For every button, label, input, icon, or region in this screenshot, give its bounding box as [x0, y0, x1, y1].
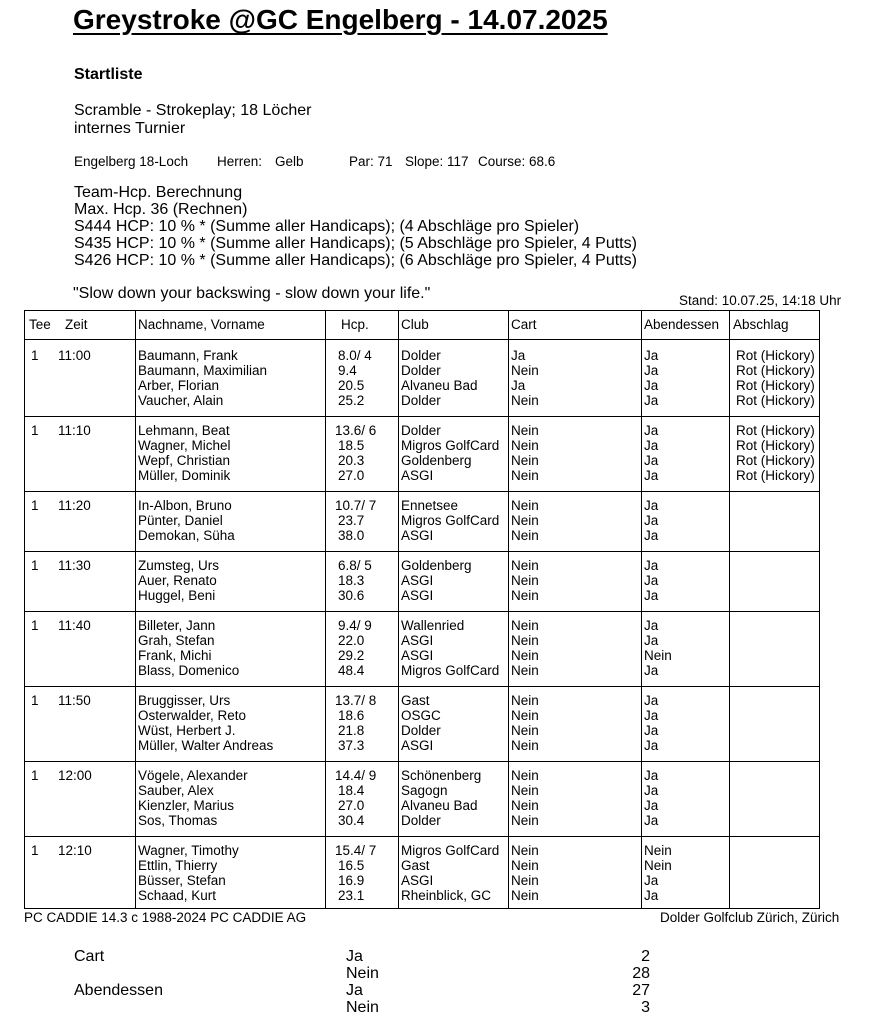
- player-cart: Nein: [511, 738, 539, 753]
- format-line-2: internes Turnier: [74, 120, 186, 137]
- player-name: Bruggisser, Urs: [138, 693, 231, 708]
- player-abschlag: Rot (Hickory): [736, 423, 815, 438]
- player-cart: Nein: [511, 573, 539, 588]
- player-cart: Nein: [511, 423, 539, 438]
- player-club: Alvaneu Bad: [401, 798, 478, 813]
- page-title: Greystroke @GC Engelberg - 14.07.2025: [73, 4, 608, 35]
- player-name: Huggel, Beni: [138, 588, 216, 603]
- column-header-cart: Cart: [511, 317, 537, 332]
- course-rating: Course: 68.6: [478, 154, 556, 169]
- player-name: Wagner, Michel: [138, 438, 231, 453]
- player-club: Dolder: [401, 363, 441, 378]
- player-club: Migros GolfCard: [401, 513, 500, 528]
- player-cart: Nein: [511, 633, 539, 648]
- player-club: ASGI: [401, 738, 434, 753]
- player-club: ASGI: [401, 633, 434, 648]
- player-cart: Nein: [511, 723, 539, 738]
- player-club: ASGI: [401, 528, 434, 543]
- player-club: Migros GolfCard: [401, 438, 500, 453]
- player-name: Osterwalder, Reto: [138, 708, 247, 723]
- player-dinner: Ja: [644, 888, 659, 903]
- player-dinner: Ja: [644, 528, 659, 543]
- column-header-abschlag: Abschlag: [733, 317, 789, 332]
- player-dinner: Ja: [644, 348, 659, 363]
- player-hcp: 16.5: [338, 858, 365, 873]
- group-time: 11:30: [58, 558, 91, 573]
- player-club: Sagogn: [401, 783, 448, 798]
- format-line-1: Scramble - Strokeplay; 18 Löcher: [74, 102, 312, 119]
- player-club: Dolder: [401, 813, 441, 828]
- player-dinner: Ja: [644, 618, 659, 633]
- player-club: Gast: [401, 858, 430, 873]
- player-hcp: 14.4/ 9: [335, 768, 377, 783]
- group-time: 12:00: [58, 768, 92, 783]
- player-name: Sauber, Alex: [138, 783, 214, 798]
- player-club: Wallenried: [401, 618, 465, 633]
- team-hcp-line: Team-Hcp. Berechnung: [74, 184, 243, 201]
- player-name: Baumann, Frank: [138, 348, 238, 363]
- player-hcp: 27.0: [338, 798, 365, 813]
- player-dinner: Ja: [644, 663, 659, 678]
- summary-label-abendessen: Abendessen: [74, 982, 163, 999]
- column-header-hcp: Hcp.: [341, 317, 369, 332]
- player-dinner: Ja: [644, 558, 659, 573]
- player-name: Auer, Renato: [138, 573, 217, 588]
- group-tee: 1: [31, 498, 39, 513]
- player-club: Rheinblick, GC: [401, 888, 492, 903]
- summary-option: Nein: [346, 999, 379, 1016]
- player-hcp: 13.6/ 6: [335, 423, 377, 438]
- course-name: Engelberg 18-Loch: [74, 154, 189, 169]
- player-name: Baumann, Maximilian: [138, 363, 268, 378]
- player-club: Migros GolfCard: [401, 663, 500, 678]
- summary-count: 27: [632, 982, 650, 999]
- player-hcp: 27.0: [338, 468, 365, 483]
- player-club: Dolder: [401, 423, 441, 438]
- player-name: Wagner, Timothy: [138, 843, 239, 858]
- player-cart: Nein: [511, 663, 539, 678]
- player-abschlag: Rot (Hickory): [736, 468, 815, 483]
- quote: "Slow down your backswing - slow down your life.": [73, 285, 431, 302]
- player-name: Vögele, Alexander: [138, 768, 248, 783]
- player-club: ASGI: [401, 468, 434, 483]
- player-name: In-Albon, Bruno: [138, 498, 232, 513]
- player-club: Ennetsee: [401, 498, 459, 513]
- player-dinner: Ja: [644, 468, 659, 483]
- player-cart: Nein: [511, 513, 539, 528]
- player-hcp: 23.1: [338, 888, 365, 903]
- summary-option: Nein: [346, 965, 379, 982]
- player-name: Vaucher, Alain: [138, 393, 224, 408]
- player-abschlag: Rot (Hickory): [736, 348, 815, 363]
- player-hcp: 6.8/ 5: [338, 558, 372, 573]
- player-name: Sos, Thomas: [138, 813, 218, 828]
- course-tee: Gelb: [275, 154, 304, 169]
- player-hcp: 8.0/ 4: [338, 348, 372, 363]
- player-cart: Nein: [511, 783, 539, 798]
- player-hcp: 37.3: [338, 738, 365, 753]
- player-cart: Nein: [511, 888, 539, 903]
- player-dinner: Ja: [644, 513, 659, 528]
- summary-option: Ja: [346, 948, 363, 965]
- group-time: 11:10: [58, 423, 91, 438]
- player-name: Demokan, Süha: [138, 528, 235, 543]
- player-hcp: 30.6: [338, 588, 365, 603]
- team-hcp-line: S435 HCP: 10 % * (Summe aller Handicaps); (5 Abschläge pro Spieler, 4 Putts): [74, 235, 637, 252]
- team-hcp-line: Max. Hcp. 36 (Rechnen): [74, 201, 248, 218]
- player-cart: Nein: [511, 438, 539, 453]
- player-dinner: Ja: [644, 378, 659, 393]
- player-hcp: 15.4/ 7: [335, 843, 377, 858]
- group-tee: 1: [31, 768, 39, 783]
- summary-count: 28: [632, 965, 650, 982]
- player-hcp: 48.4: [338, 663, 365, 678]
- player-abschlag: Rot (Hickory): [736, 453, 815, 468]
- player-hcp: 18.5: [338, 438, 365, 453]
- player-cart: Ja: [511, 348, 526, 363]
- start-list-table: [24, 310, 820, 909]
- group-tee: 1: [31, 558, 39, 573]
- column-header-abendessen: Abendessen: [644, 317, 720, 332]
- group-tee: 1: [31, 843, 39, 858]
- player-cart: Nein: [511, 558, 539, 573]
- player-cart: Nein: [511, 708, 539, 723]
- player-dinner: Ja: [644, 588, 659, 603]
- group-tee: 1: [31, 618, 39, 633]
- player-dinner: Ja: [644, 573, 659, 588]
- course-par: Par: 71: [349, 154, 393, 169]
- startliste-heading: Startliste: [74, 66, 143, 83]
- group-time: 11:50: [58, 693, 91, 708]
- player-cart: Nein: [511, 873, 539, 888]
- player-name: Büsser, Stefan: [138, 873, 226, 888]
- player-name: Frank, Michi: [138, 648, 212, 663]
- player-hcp: 29.2: [338, 648, 365, 663]
- player-club: ASGI: [401, 873, 434, 888]
- player-abschlag: Rot (Hickory): [736, 363, 815, 378]
- player-dinner: Nein: [644, 858, 672, 873]
- player-dinner: Ja: [644, 708, 659, 723]
- player-club: ASGI: [401, 573, 434, 588]
- player-dinner: Ja: [644, 693, 659, 708]
- player-hcp: 20.3: [338, 453, 365, 468]
- column-header-name: Nachname, Vorname: [138, 317, 265, 332]
- team-hcp-line: S426 HCP: 10 % * (Summe aller Handicaps); (6 Abschläge pro Spieler, 4 Putts): [74, 252, 637, 269]
- player-name: Wüst, Herbert J.: [138, 723, 236, 738]
- player-name: Pünter, Daniel: [138, 513, 223, 528]
- player-club: Gast: [401, 693, 430, 708]
- player-dinner: Ja: [644, 393, 659, 408]
- player-cart: Nein: [511, 648, 539, 663]
- column-header-club: Club: [401, 317, 429, 332]
- player-hcp: 10.7/ 7: [335, 498, 377, 513]
- player-club: ASGI: [401, 588, 434, 603]
- player-name: Ettlin, Thierry: [138, 858, 218, 873]
- player-dinner: Nein: [644, 648, 672, 663]
- player-hcp: 16.9: [338, 873, 365, 888]
- player-hcp: 18.6: [338, 708, 365, 723]
- player-cart: Nein: [511, 618, 539, 633]
- player-hcp: 30.4: [338, 813, 365, 828]
- player-club: Alvaneu Bad: [401, 378, 478, 393]
- player-hcp: 13.7/ 8: [335, 693, 377, 708]
- player-club: Goldenberg: [401, 453, 472, 468]
- group-time: 11:40: [58, 618, 91, 633]
- player-hcp: 38.0: [338, 528, 365, 543]
- player-hcp: 21.8: [338, 723, 365, 738]
- player-club: ASGI: [401, 648, 434, 663]
- player-cart: Nein: [511, 498, 539, 513]
- player-hcp: 18.4: [338, 783, 365, 798]
- player-cart: Nein: [511, 393, 539, 408]
- player-club: Dolder: [401, 393, 441, 408]
- player-dinner: Ja: [644, 873, 659, 888]
- player-abschlag: Rot (Hickory): [736, 378, 815, 393]
- player-cart: Nein: [511, 468, 539, 483]
- player-club: Dolder: [401, 348, 441, 363]
- group-tee: 1: [31, 348, 39, 363]
- course-slope: Slope: 117: [405, 154, 469, 169]
- player-dinner: Ja: [644, 813, 659, 828]
- player-cart: Nein: [511, 693, 539, 708]
- group-time: 11:00: [58, 348, 91, 363]
- player-name: Schaad, Kurt: [138, 888, 217, 903]
- player-dinner: Ja: [644, 633, 659, 648]
- player-abschlag: Rot (Hickory): [736, 438, 815, 453]
- player-cart: Nein: [511, 798, 539, 813]
- player-club: Dolder: [401, 723, 441, 738]
- player-hcp: 18.3: [338, 573, 365, 588]
- summary-label-cart: Cart: [74, 948, 105, 965]
- player-hcp: 20.5: [338, 378, 365, 393]
- summary-count: 2: [641, 948, 650, 965]
- player-hcp: 25.2: [338, 393, 365, 408]
- player-cart: Nein: [511, 528, 539, 543]
- player-dinner: Ja: [644, 723, 659, 738]
- player-dinner: Ja: [644, 498, 659, 513]
- player-cart: Nein: [511, 588, 539, 603]
- player-abschlag: Rot (Hickory): [736, 393, 815, 408]
- stand-timestamp: Stand: 10.07.25, 14:18 Uhr: [679, 293, 842, 308]
- player-dinner: Ja: [644, 738, 659, 753]
- group-tee: 1: [31, 423, 39, 438]
- player-hcp: 9.4: [338, 363, 357, 378]
- player-name: Arber, Florian: [138, 378, 220, 393]
- player-name: Blass, Domenico: [138, 663, 240, 678]
- player-hcp: 23.7: [338, 513, 365, 528]
- player-cart: Nein: [511, 363, 539, 378]
- player-hcp: 22.0: [338, 633, 365, 648]
- player-dinner: Ja: [644, 423, 659, 438]
- player-dinner: Ja: [644, 438, 659, 453]
- group-time: 11:20: [58, 498, 91, 513]
- column-header-zeit: Zeit: [65, 317, 88, 332]
- player-club: OSGC: [401, 708, 441, 723]
- course-category: Herren:: [217, 154, 263, 169]
- player-dinner: Ja: [644, 798, 659, 813]
- player-cart: Nein: [511, 843, 539, 858]
- player-cart: Ja: [511, 378, 526, 393]
- summary-count: 3: [641, 999, 650, 1016]
- column-header-tee: Tee: [29, 317, 51, 332]
- summary-option: Ja: [346, 982, 363, 999]
- player-hcp: 9.4/ 9: [338, 618, 372, 633]
- player-cart: Nein: [511, 813, 539, 828]
- player-club: Migros GolfCard: [401, 843, 500, 858]
- player-name: Zumsteg, Urs: [138, 558, 220, 573]
- player-club: Goldenberg: [401, 558, 472, 573]
- player-club: Schönenberg: [401, 768, 482, 783]
- player-dinner: Ja: [644, 768, 659, 783]
- player-name: Lehmann, Beat: [138, 423, 230, 438]
- footer-software: PC CADDIE 14.3 c 1988-2024 PC CADDIE AG: [24, 910, 307, 925]
- player-dinner: Ja: [644, 783, 659, 798]
- player-dinner: Nein: [644, 843, 672, 858]
- player-dinner: Ja: [644, 363, 659, 378]
- player-name: Kienzler, Marius: [138, 798, 235, 813]
- team-hcp-line: S444 HCP: 10 % * (Summe aller Handicaps); (4 Abschläge pro Spieler): [74, 218, 580, 235]
- group-tee: 1: [31, 693, 39, 708]
- player-name: Billeter, Jann: [138, 618, 216, 633]
- player-name: Wepf, Christian: [138, 453, 231, 468]
- player-dinner: Ja: [644, 453, 659, 468]
- player-cart: Nein: [511, 768, 539, 783]
- player-cart: Nein: [511, 858, 539, 873]
- player-cart: Nein: [511, 453, 539, 468]
- footer-club: Dolder Golfclub Zürich, Zürich: [660, 910, 840, 925]
- player-name: Grah, Stefan: [138, 633, 215, 648]
- player-name: Müller, Dominik: [138, 468, 231, 483]
- player-name: Müller, Walter Andreas: [138, 738, 274, 753]
- group-time: 12:10: [58, 843, 92, 858]
